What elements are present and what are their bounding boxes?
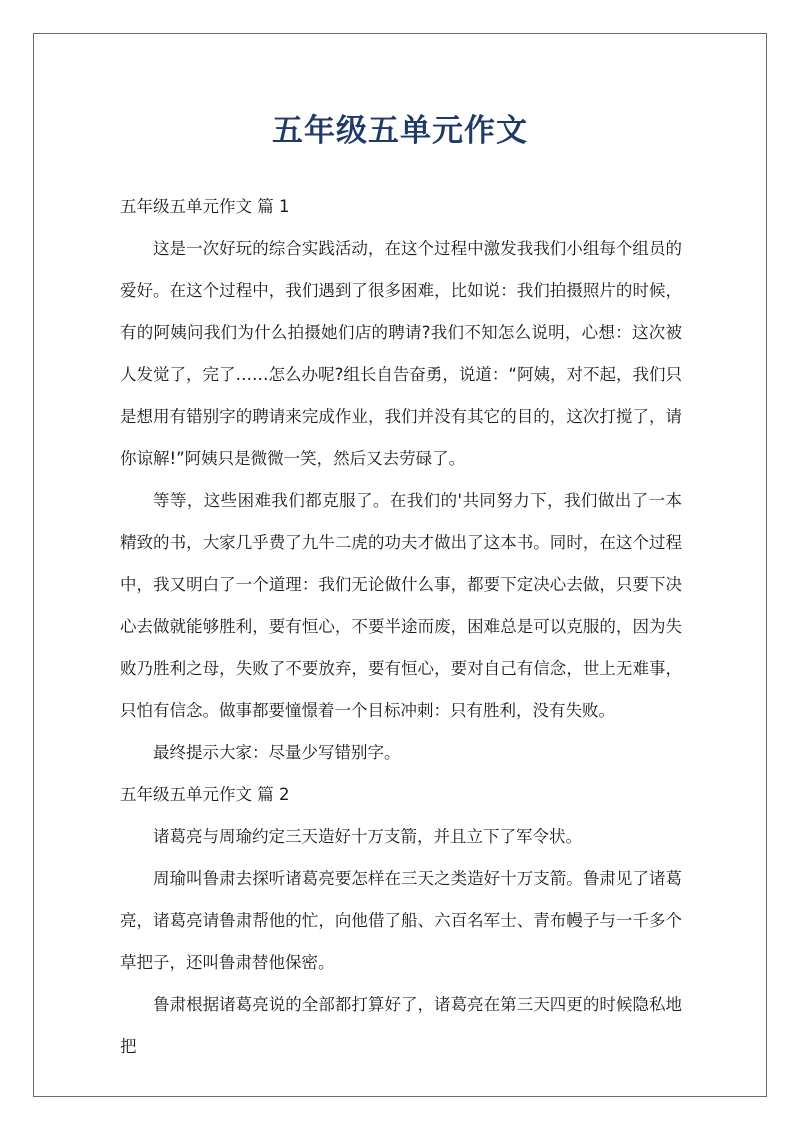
paragraph: 等等，这些困难我们都克服了。在我们的'共同努力下，我们做出了一本精致的书，大家几乎费了九牛二虎的功夫才做出了这本书。同时，在这个过程中，我又明白了一个道理：我们无论做什么事，都要下定决心去做，只要下决心去做就能够胜利，要有恒心，不要半途而废，困难总是可以克服的，因为失败乃胜利之母，失败了不要放弃，要有恒心，要对自己有信念，世上无难事，只怕有信念。做事都要憧憬着一个目标冲刺：只有胜利，没有失败。 xyxy=(120,491,682,720)
section-heading: 五年级五单元作文 篇 1 xyxy=(120,197,290,216)
paragraph: 周瑜叫鲁肃去探听诸葛亮要怎样在三天之类造好十万支箭。鲁肃见了诸葛亮，诸葛亮请鲁肃帮他的忙，向他借了船、六百名军士、青布幔子与一千多个草把子，还叫鲁肃替他保密。 xyxy=(120,869,682,972)
paragraph: 鲁肃根据诸葛亮说的全部都打算好了，诸葛亮在第三天四更的时候隐私地把 xyxy=(120,995,682,1056)
section-heading: 五年级五单元作文 篇 2 xyxy=(120,785,290,804)
paragraph: 这是一次好玩的综合实践活动，在这个过程中激发我我们小组每个组员的爱好。在这个过程中，我们遇到了很多困难，比如说：我们拍摄照片的时候，有的阿姨问我们为什么拍摄她们店的聘请?我们不知怎么说明，心想：这次被人发觉了，完了……怎么办呢?组长自告奋勇，说道：“阿姨，对不起，我们只是想用有错别字的聘请来完成作业，我们并没有其它的目的，这次打搅了，请你谅解!”阿姨只是微微一笑，然后又去劳碌了。 xyxy=(120,239,682,468)
paragraph: 诸葛亮与周瑜约定三天造好十万支箭，并且立下了军令状。 xyxy=(153,827,582,846)
document-body xyxy=(120,186,682,1068)
document-title: 五年级五单元作文 xyxy=(272,113,528,149)
paragraph: 最终提示大家：尽量少写错别字。 xyxy=(153,743,401,762)
